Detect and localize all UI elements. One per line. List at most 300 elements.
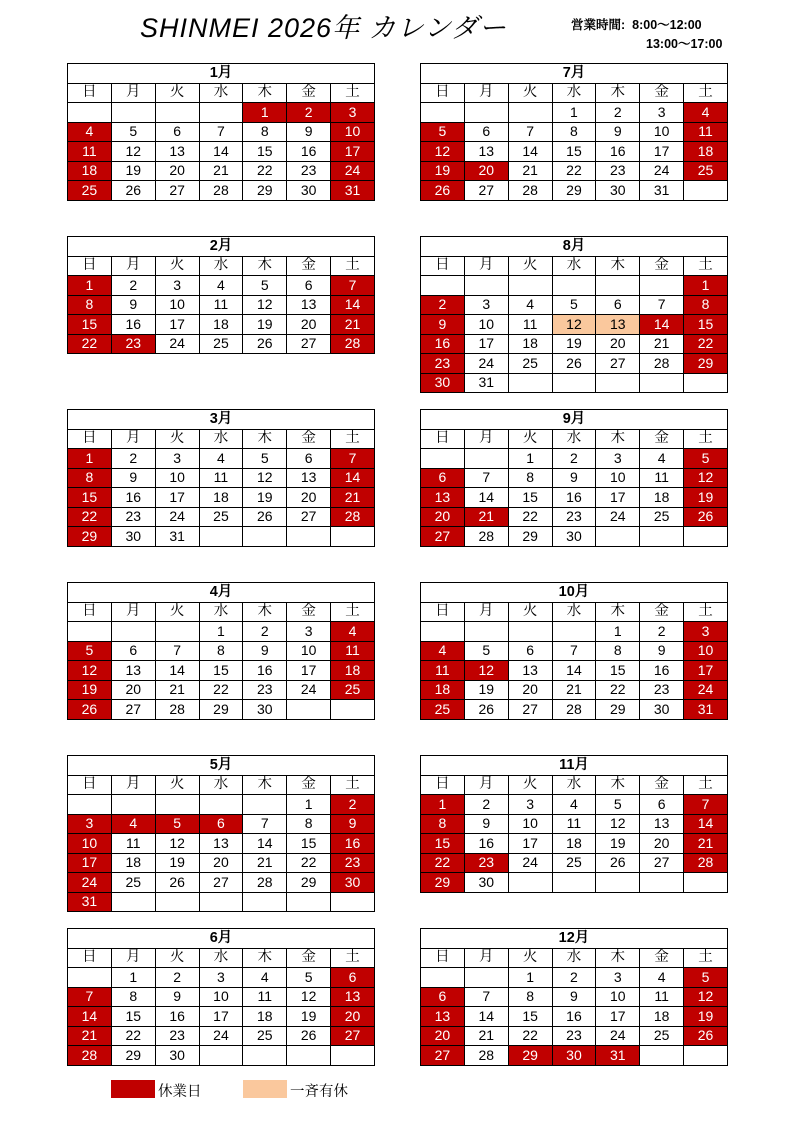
day-cell: 5 [684, 449, 728, 469]
day-cell: 4 [684, 103, 728, 123]
day-cell: 7 [331, 449, 375, 469]
day-cell: 11 [199, 295, 243, 315]
weekday-header: 日 [421, 429, 465, 449]
day-cell: 4 [640, 449, 684, 469]
empty-day-cell [684, 1046, 728, 1066]
day-cell: 14 [552, 661, 596, 681]
day-cell: 21 [155, 680, 199, 700]
weekday-header: 火 [155, 429, 199, 449]
day-cell: 16 [331, 834, 375, 854]
empty-day-cell [684, 527, 728, 547]
day-cell: 23 [111, 507, 155, 527]
day-cell: 8 [421, 814, 465, 834]
empty-day-cell [199, 1046, 243, 1066]
day-cell: 17 [68, 853, 112, 873]
day-cell: 21 [68, 1026, 112, 1046]
day-cell: 15 [684, 315, 728, 335]
day-cell: 10 [199, 987, 243, 1007]
empty-day-cell [199, 795, 243, 815]
weekday-header: 木 [243, 429, 287, 449]
day-cell: 7 [552, 641, 596, 661]
empty-day-cell [68, 622, 112, 642]
empty-day-cell [111, 103, 155, 123]
day-cell: 31 [155, 527, 199, 547]
day-cell: 27 [464, 181, 508, 201]
weekday-header: 土 [684, 775, 728, 795]
day-cell: 22 [508, 1026, 552, 1046]
day-cell: 9 [552, 987, 596, 1007]
day-cell: 3 [464, 295, 508, 315]
day-cell: 7 [243, 814, 287, 834]
empty-day-cell [111, 892, 155, 912]
day-cell: 23 [331, 853, 375, 873]
day-cell: 30 [640, 700, 684, 720]
day-cell: 22 [552, 161, 596, 181]
empty-day-cell [552, 373, 596, 393]
weekday-header: 日 [421, 256, 465, 276]
day-cell: 23 [421, 354, 465, 374]
empty-day-cell [421, 276, 465, 296]
day-cell: 26 [155, 873, 199, 893]
empty-day-cell [421, 449, 465, 469]
day-cell: 24 [684, 680, 728, 700]
day-cell: 9 [552, 468, 596, 488]
day-cell: 21 [243, 853, 287, 873]
day-cell: 3 [331, 103, 375, 123]
day-cell: 24 [640, 161, 684, 181]
day-cell: 14 [464, 488, 508, 508]
day-cell: 4 [331, 622, 375, 642]
day-cell: 8 [199, 641, 243, 661]
day-cell: 25 [111, 873, 155, 893]
day-cell: 19 [287, 1007, 331, 1027]
weekday-header: 木 [596, 256, 640, 276]
day-cell: 12 [684, 468, 728, 488]
empty-day-cell [508, 373, 552, 393]
day-cell: 23 [243, 680, 287, 700]
month-title: 8月 [421, 237, 728, 257]
weekday-header: 日 [68, 775, 112, 795]
day-cell: 14 [155, 661, 199, 681]
day-cell: 25 [243, 1026, 287, 1046]
day-cell: 19 [464, 680, 508, 700]
day-cell: 13 [508, 661, 552, 681]
business-hours [571, 16, 722, 54]
day-cell: 14 [508, 142, 552, 162]
day-cell: 18 [199, 315, 243, 335]
day-cell: 28 [684, 853, 728, 873]
empty-day-cell [421, 622, 465, 642]
day-cell: 1 [508, 968, 552, 988]
month-title: 11月 [421, 756, 728, 776]
weekday-header: 火 [508, 948, 552, 968]
month-title: 4月 [68, 583, 375, 603]
day-cell: 9 [111, 295, 155, 315]
legend-company-leave-swatch [243, 1080, 287, 1098]
month-calendar [67, 236, 375, 354]
weekday-header: 月 [111, 775, 155, 795]
weekday-header: 火 [155, 256, 199, 276]
day-cell: 5 [68, 641, 112, 661]
day-cell: 24 [331, 161, 375, 181]
day-cell: 7 [464, 468, 508, 488]
day-cell: 8 [243, 122, 287, 142]
day-cell: 7 [68, 987, 112, 1007]
empty-day-cell [421, 103, 465, 123]
day-cell: 6 [287, 276, 331, 296]
empty-day-cell [287, 700, 331, 720]
day-cell: 2 [243, 622, 287, 642]
day-cell: 10 [508, 814, 552, 834]
day-cell: 12 [155, 834, 199, 854]
day-cell: 29 [508, 1046, 552, 1066]
day-cell: 9 [640, 641, 684, 661]
day-cell: 24 [464, 354, 508, 374]
day-cell: 5 [287, 968, 331, 988]
weekday-header: 木 [243, 83, 287, 103]
month-title: 6月 [68, 929, 375, 949]
day-cell: 23 [640, 680, 684, 700]
weekday-header: 水 [552, 429, 596, 449]
day-cell: 3 [596, 968, 640, 988]
day-cell: 8 [684, 295, 728, 315]
weekday-header: 日 [421, 775, 465, 795]
day-cell: 11 [640, 987, 684, 1007]
day-cell: 29 [287, 873, 331, 893]
day-cell: 29 [68, 527, 112, 547]
weekday-header: 土 [684, 429, 728, 449]
empty-day-cell [684, 873, 728, 893]
weekday-header: 日 [68, 602, 112, 622]
day-cell: 5 [111, 122, 155, 142]
empty-day-cell [508, 622, 552, 642]
weekday-header: 水 [199, 83, 243, 103]
day-cell: 21 [640, 334, 684, 354]
day-cell: 19 [421, 161, 465, 181]
day-cell: 29 [552, 181, 596, 201]
day-cell: 6 [287, 449, 331, 469]
day-cell: 29 [111, 1046, 155, 1066]
day-cell: 17 [287, 661, 331, 681]
day-cell: 11 [68, 142, 112, 162]
day-cell: 20 [155, 161, 199, 181]
day-cell: 8 [508, 987, 552, 1007]
day-cell: 7 [331, 276, 375, 296]
day-cell: 28 [331, 507, 375, 527]
day-cell: 29 [421, 873, 465, 893]
empty-day-cell [243, 527, 287, 547]
day-cell: 14 [243, 834, 287, 854]
empty-day-cell [68, 968, 112, 988]
day-cell: 14 [68, 1007, 112, 1027]
weekday-header: 日 [68, 83, 112, 103]
weekday-header: 月 [111, 83, 155, 103]
day-cell: 11 [243, 987, 287, 1007]
day-cell: 17 [640, 142, 684, 162]
weekday-header: 月 [464, 948, 508, 968]
day-cell: 4 [199, 276, 243, 296]
day-cell: 25 [508, 354, 552, 374]
day-cell: 26 [684, 1026, 728, 1046]
day-cell: 15 [287, 834, 331, 854]
empty-day-cell [596, 373, 640, 393]
day-cell: 25 [331, 680, 375, 700]
empty-day-cell [243, 795, 287, 815]
day-cell: 18 [111, 853, 155, 873]
day-cell: 31 [464, 373, 508, 393]
day-cell: 22 [111, 1026, 155, 1046]
day-cell: 1 [684, 276, 728, 296]
weekday-header: 金 [640, 948, 684, 968]
day-cell: 31 [596, 1046, 640, 1066]
day-cell: 22 [596, 680, 640, 700]
empty-day-cell [331, 1046, 375, 1066]
weekday-header: 火 [508, 602, 552, 622]
day-cell: 12 [421, 142, 465, 162]
weekday-header: 月 [464, 256, 508, 276]
day-cell: 26 [287, 1026, 331, 1046]
day-cell: 4 [508, 295, 552, 315]
day-cell: 9 [111, 468, 155, 488]
day-cell: 2 [111, 276, 155, 296]
weekday-header: 木 [596, 83, 640, 103]
day-cell: 16 [552, 1007, 596, 1027]
day-cell: 8 [68, 468, 112, 488]
empty-day-cell [421, 968, 465, 988]
day-cell: 18 [640, 1007, 684, 1027]
day-cell: 8 [287, 814, 331, 834]
day-cell: 6 [331, 968, 375, 988]
day-cell: 6 [155, 122, 199, 142]
day-cell: 29 [508, 527, 552, 547]
month-title: 3月 [68, 410, 375, 430]
day-cell: 18 [640, 488, 684, 508]
day-cell: 25 [68, 181, 112, 201]
day-cell: 14 [331, 468, 375, 488]
legend-holiday-label: 休業日 [158, 1084, 202, 1100]
weekday-header: 土 [684, 948, 728, 968]
day-cell: 28 [640, 354, 684, 374]
empty-day-cell [464, 103, 508, 123]
day-cell: 20 [421, 507, 465, 527]
day-cell: 28 [464, 1046, 508, 1066]
day-cell: 28 [199, 181, 243, 201]
empty-day-cell [596, 873, 640, 893]
day-cell: 27 [421, 527, 465, 547]
empty-day-cell [287, 892, 331, 912]
weekday-header: 日 [421, 602, 465, 622]
weekday-header: 土 [331, 948, 375, 968]
empty-day-cell [199, 892, 243, 912]
empty-day-cell [199, 103, 243, 123]
empty-day-cell [464, 622, 508, 642]
day-cell: 18 [684, 142, 728, 162]
weekday-header: 水 [199, 602, 243, 622]
day-cell: 21 [684, 834, 728, 854]
empty-day-cell [155, 103, 199, 123]
day-cell: 6 [199, 814, 243, 834]
day-cell: 14 [684, 814, 728, 834]
empty-day-cell [596, 527, 640, 547]
day-cell: 6 [421, 468, 465, 488]
day-cell: 6 [640, 795, 684, 815]
day-cell: 11 [508, 315, 552, 335]
empty-day-cell [552, 276, 596, 296]
empty-day-cell [68, 795, 112, 815]
day-cell: 19 [684, 1007, 728, 1027]
weekday-header: 木 [596, 948, 640, 968]
empty-day-cell [552, 622, 596, 642]
day-cell: 5 [421, 122, 465, 142]
day-cell: 17 [331, 142, 375, 162]
month-title: 2月 [68, 237, 375, 257]
day-cell: 13 [640, 814, 684, 834]
weekday-header: 日 [68, 429, 112, 449]
day-cell: 3 [596, 449, 640, 469]
day-cell: 2 [464, 795, 508, 815]
day-cell: 26 [243, 334, 287, 354]
day-cell: 21 [464, 1026, 508, 1046]
weekday-header: 木 [243, 602, 287, 622]
day-cell: 27 [331, 1026, 375, 1046]
day-cell: 26 [464, 700, 508, 720]
day-cell: 16 [155, 1007, 199, 1027]
day-cell: 31 [684, 700, 728, 720]
day-cell: 15 [68, 315, 112, 335]
day-cell: 23 [464, 853, 508, 873]
day-cell: 27 [111, 700, 155, 720]
day-cell: 20 [287, 488, 331, 508]
day-cell: 17 [464, 334, 508, 354]
day-cell: 19 [596, 834, 640, 854]
empty-day-cell [464, 276, 508, 296]
weekday-header: 金 [287, 775, 331, 795]
weekday-header: 水 [199, 256, 243, 276]
day-cell: 12 [684, 987, 728, 1007]
empty-day-cell [287, 527, 331, 547]
day-cell: 21 [199, 161, 243, 181]
day-cell: 21 [464, 507, 508, 527]
day-cell: 4 [552, 795, 596, 815]
day-cell: 11 [684, 122, 728, 142]
day-cell: 21 [552, 680, 596, 700]
day-cell: 16 [640, 661, 684, 681]
day-cell: 29 [596, 700, 640, 720]
day-cell: 12 [552, 315, 596, 335]
day-cell: 20 [111, 680, 155, 700]
day-cell: 24 [596, 1026, 640, 1046]
day-cell: 1 [68, 449, 112, 469]
day-cell: 17 [596, 488, 640, 508]
day-cell: 4 [243, 968, 287, 988]
day-cell: 26 [243, 507, 287, 527]
day-cell: 2 [552, 968, 596, 988]
day-cell: 17 [684, 661, 728, 681]
day-cell: 10 [464, 315, 508, 335]
day-cell: 7 [199, 122, 243, 142]
day-cell: 20 [331, 1007, 375, 1027]
weekday-header: 金 [640, 429, 684, 449]
weekday-header: 金 [287, 948, 331, 968]
day-cell: 24 [155, 334, 199, 354]
empty-day-cell [155, 892, 199, 912]
month-calendar [420, 409, 728, 547]
day-cell: 1 [508, 449, 552, 469]
day-cell: 19 [111, 161, 155, 181]
day-cell: 20 [596, 334, 640, 354]
day-cell: 6 [421, 987, 465, 1007]
day-cell: 23 [596, 161, 640, 181]
day-cell: 8 [508, 468, 552, 488]
day-cell: 8 [111, 987, 155, 1007]
day-cell: 12 [243, 295, 287, 315]
day-cell: 25 [684, 161, 728, 181]
day-cell: 29 [684, 354, 728, 374]
weekday-header: 水 [552, 602, 596, 622]
day-cell: 3 [508, 795, 552, 815]
day-cell: 20 [199, 853, 243, 873]
weekday-header: 月 [464, 602, 508, 622]
day-cell: 8 [596, 641, 640, 661]
day-cell: 25 [640, 1026, 684, 1046]
empty-day-cell [508, 276, 552, 296]
weekday-header: 日 [421, 948, 465, 968]
weekday-header: 火 [155, 83, 199, 103]
day-cell: 1 [243, 103, 287, 123]
day-cell: 12 [243, 468, 287, 488]
day-cell: 6 [508, 641, 552, 661]
day-cell: 25 [552, 853, 596, 873]
day-cell: 22 [287, 853, 331, 873]
day-cell: 17 [596, 1007, 640, 1027]
weekday-header: 火 [155, 775, 199, 795]
day-cell: 7 [684, 795, 728, 815]
day-cell: 1 [552, 103, 596, 123]
day-cell: 16 [111, 315, 155, 335]
day-cell: 2 [111, 449, 155, 469]
weekday-header: 土 [331, 83, 375, 103]
weekday-header: 金 [287, 602, 331, 622]
day-cell: 9 [596, 122, 640, 142]
day-cell: 20 [640, 834, 684, 854]
weekday-header: 水 [552, 256, 596, 276]
day-cell: 3 [640, 103, 684, 123]
day-cell: 5 [243, 276, 287, 296]
weekday-header: 日 [421, 83, 465, 103]
day-cell: 12 [111, 142, 155, 162]
month-title: 12月 [421, 929, 728, 949]
day-cell: 2 [287, 103, 331, 123]
day-cell: 30 [552, 1046, 596, 1066]
day-cell: 10 [287, 641, 331, 661]
day-cell: 27 [287, 507, 331, 527]
day-cell: 18 [552, 834, 596, 854]
day-cell: 24 [287, 680, 331, 700]
weekday-header: 木 [596, 602, 640, 622]
weekday-header: 水 [552, 948, 596, 968]
legend-company-leave-label: 一斉有休 [290, 1084, 348, 1100]
day-cell: 14 [640, 315, 684, 335]
day-cell: 8 [68, 295, 112, 315]
day-cell: 9 [421, 315, 465, 335]
day-cell: 30 [552, 527, 596, 547]
weekday-header: 日 [68, 256, 112, 276]
empty-day-cell [331, 892, 375, 912]
weekday-header: 水 [552, 83, 596, 103]
day-cell: 15 [199, 661, 243, 681]
empty-day-cell [508, 103, 552, 123]
empty-day-cell [508, 873, 552, 893]
